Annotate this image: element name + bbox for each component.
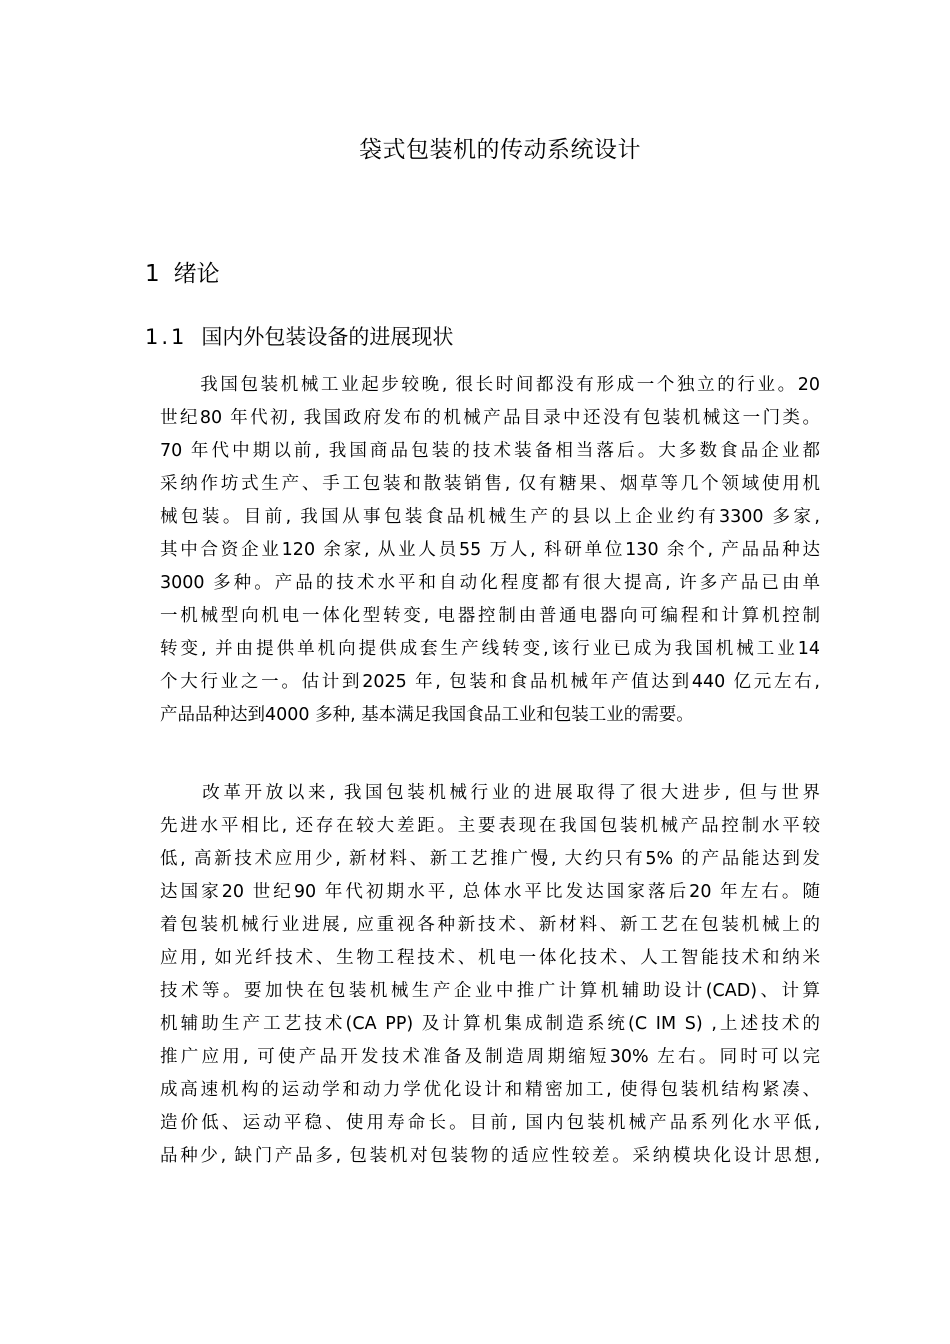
paragraph-line: 其中合资企业120 余家, 从业人员55 万人, 科研单位130 余个, 产品品种达 xyxy=(160,540,820,560)
paragraph-line: 3000 多种。产品的技术水平和自动化程度都有很大提高, 许多产品已由单 xyxy=(160,573,820,593)
paragraph-line: 转变, 并由提供单机向提供成套生产线转变,该行业已成为我国机械工业14 xyxy=(160,639,820,659)
paragraph-line: 械包装。目前, 我国从事包装食品机械生产的县以上企业约有3300 多家, xyxy=(160,507,820,527)
paragraph-line: 我国包装机械工业起步较晚, 很长时间都没有形成一个独立的行业。20 xyxy=(160,375,820,395)
paragraph-line: 机辅助生产工艺技术(CA PP) 及计算机集成制造系统(C IM S) ,上述技术的 xyxy=(160,1014,820,1034)
paragraph-line: 世纪80 年代初, 我国政府发布的机械产品目录中还没有包装机械这一门类。 xyxy=(160,408,820,428)
paragraph-line: 采纳作坊式生产、手工包装和散装销售, 仅有糖果、烟草等几个领域使用机 xyxy=(160,474,820,494)
paragraph-line: 着包装机械行业进展, 应重视各种新技术、新材料、新工艺在包装机械上的 xyxy=(160,915,820,935)
paragraph-line: 推广应用, 可使产品开发技术准备及制造周期缩短30% 左右。同时可以完 xyxy=(160,1047,820,1067)
paragraph-line: 一机械型向机电一体化型转变, 电器控制由普通电器向可编程和计算机控制 xyxy=(160,606,820,626)
document-title: 袋式包装机的传动系统设计 xyxy=(359,137,641,163)
section-title: 绪论 xyxy=(173,261,220,287)
paragraph-line: 低, 高新技术应用少, 新材料、新工艺推广慢, 大约只有5% 的产品能达到发 xyxy=(160,849,820,869)
paragraph-1 xyxy=(160,369,820,732)
subsection-title: 国内外包装设备的进展现状 xyxy=(201,325,454,349)
paragraph-line: 达国家20 世纪90 年代初期水平, 总体水平比发达国家落后20 年左右。随 xyxy=(160,882,820,902)
paragraph-line: 成高速机构的运动学和动力学优化设计和精密加工, 使得包装机结构紧凑、 xyxy=(160,1080,820,1100)
section-heading-1 xyxy=(145,258,220,290)
paragraph-line: 改革开放以来, 我国包装机械行业的进展取得了很大进步, 但与世界 xyxy=(160,783,820,803)
section-number: 1 xyxy=(145,261,160,287)
paragraph-line: 个大行业之一。估计到2025 年, 包装和食品机械年产值达到440 亿元左右, xyxy=(160,672,820,692)
paragraph-line: 造价低、运动平稳、使用寿命长。目前, 国内包装机械产品系列化水平低, xyxy=(160,1113,820,1133)
paragraph-line: 先进水平相比, 还存在较大差距。主要表现在我国包装机械产品控制水平较 xyxy=(160,816,820,836)
paragraph-line: 应用, 如光纤技术、生物工程技术、机电一体化技术、人工智能技术和纳米 xyxy=(160,948,820,968)
subsection-heading-1-1 xyxy=(145,322,453,352)
subsection-number: 1.1 xyxy=(145,325,188,349)
paragraph-line: 产品品种达到4000 多种, 基本满足我国食品工业和包装工业的需要。 xyxy=(160,705,694,725)
paragraph-line: 品种少, 缺门产品多, 包装机对包装物的适应性较差。采纳模块化设计思想, xyxy=(160,1146,820,1166)
paragraph-2 xyxy=(160,777,820,1173)
paragraph-line: 技术等。要加快在包装机械生产企业中推广计算机辅助设计(CAD)、计算 xyxy=(160,981,820,1001)
paragraph-line: 70 年代中期以前, 我国商品包装的技术装备相当落后。大多数食品企业都 xyxy=(160,441,820,461)
